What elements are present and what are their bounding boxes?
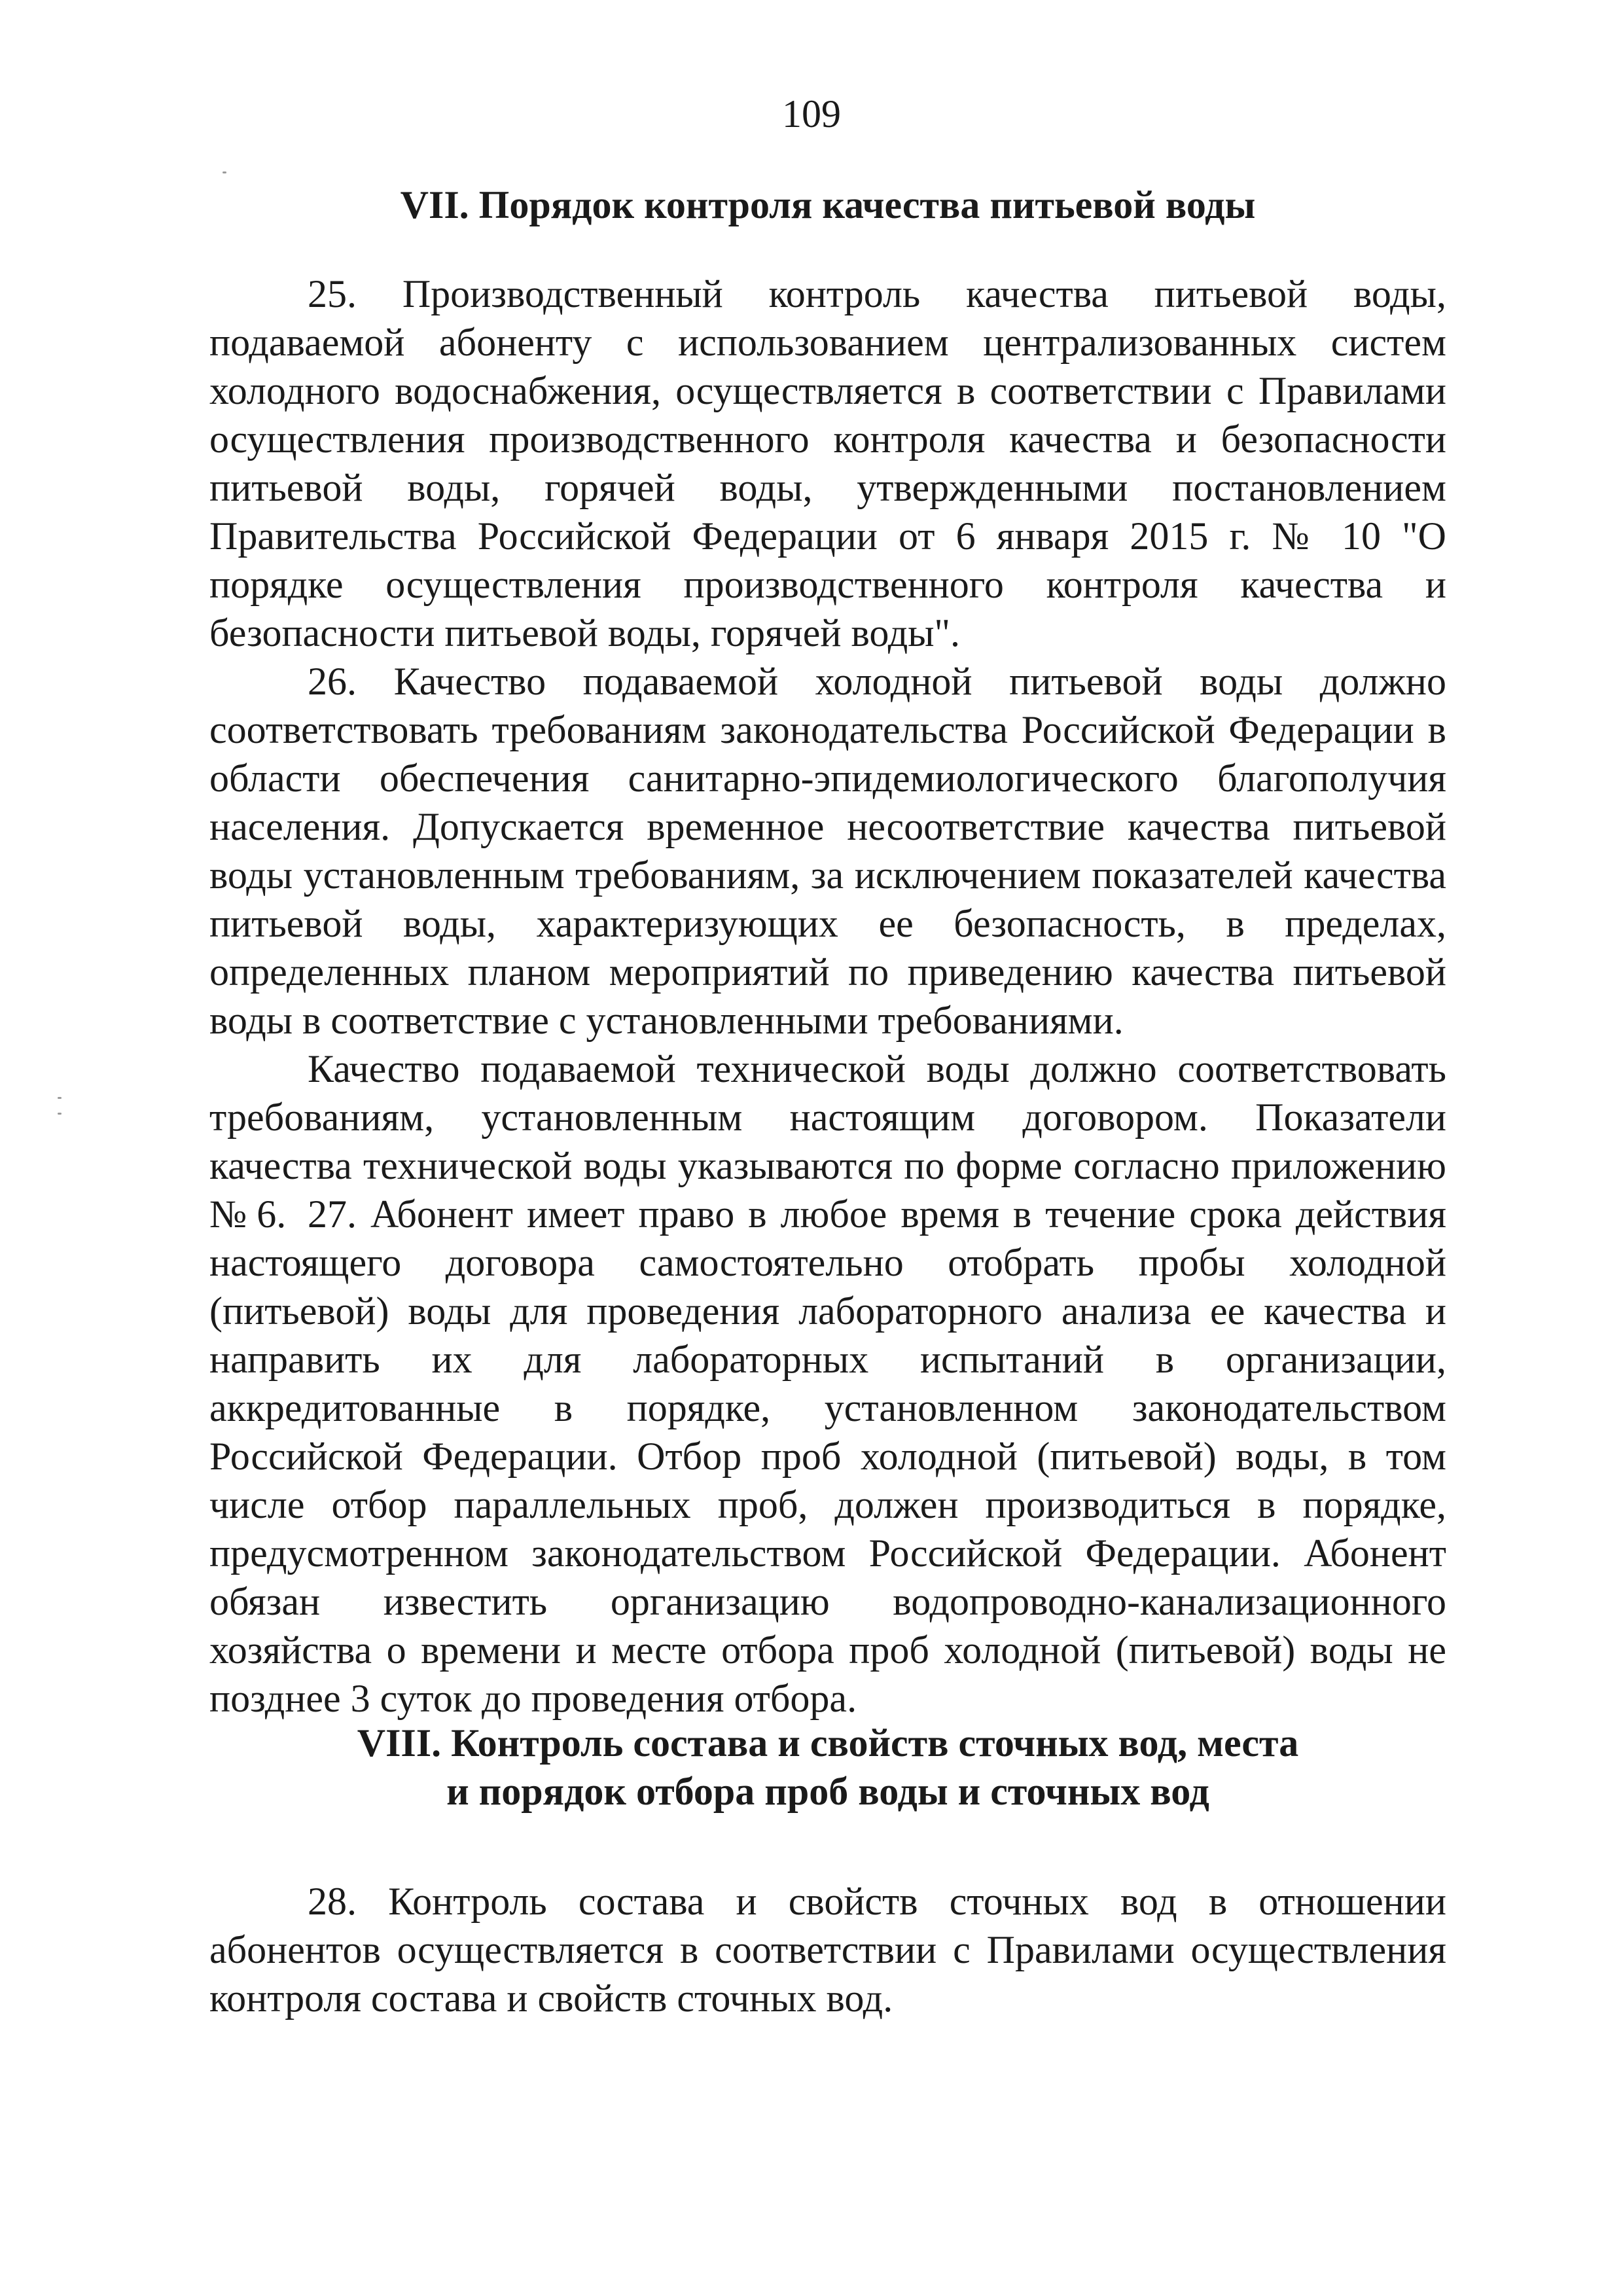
page-number: 109 [782, 92, 841, 135]
paragraph-27: 27. Абонент имеет право в любое время в течение срока действия настоящего договора самостоятельно отобрать пробы холодной (питьевой) воды для проведения лабораторного анализа ее качества и направить их для лабораторных испытаний в организации, аккредитованные в порядке, установленном законодательством Российской Федерации. Отбор проб холодной (питьевой) воды, в том числе отбор параллельных проб, должен производиться в порядке, предусмотренном законодательством Российской Федерации. Абонент обязан известить организацию водопроводно-канализационного хозяйства о времени и месте отбора проб холодной (питьевой) воды не позднее 3 суток до проведения отбора. [209, 1193, 1446, 1720]
paragraph-26: 26. Качество подаваемой холодной питьевой воды должно соответствовать требованиям законодательства Российской Федерации в области обеспечения санитарно-эпидемиологического благополучия населения. Допускается временное несоответствие качества питьевой воды установленным требованиям, за исключением показателей качества питьевой воды, характеризующих ее безопасность, в пределах, определенных планом мероприятий по приведению качества питьевой воды в соответствие с установленными требованиями. [209, 660, 1446, 1042]
section-viii-heading-line-1: VIII. Контроль состава и свойств сточных вод, места [357, 1721, 1299, 1765]
section-vii-heading: VII. Порядок контроля качества питьевой воды [400, 183, 1256, 226]
section-viii-heading-line-2: и порядок отбора проб воды и сточных вод [446, 1770, 1209, 1813]
section-viii-heading [209, 1719, 1446, 1816]
paragraph-25: 25. Производственный контроль качества питьевой воды, подаваемой абоненту с использованием централизованных систем холодного водоснабжения, осуществляется в соответствии с Правилами осуществления производственного контроля качества и безопасности питьевой воды, горячей воды, утвержденными постановлением Правительства Российской Федерации от 6 января 2015 г. № 10 "О порядке осуществления производственного контроля качества и безопасности питьевой воды, горячей воды". [209, 272, 1446, 655]
paragraph-28: 28. Контроль состава и свойств сточных вод в отношении абонентов осуществляется в соответствии с Правилами осуществления контроля состава и свойств сточных вод. [209, 1880, 1446, 2020]
scan-speck [58, 1113, 62, 1115]
paragraph-technical-water: Качество подаваемой технической воды должно соответствовать требованиям, установленным настоящим договором. Показатели качества технической воды указываются по форме согласно приложению № 6. [209, 1047, 1446, 1236]
scan-speck [58, 1097, 62, 1099]
scan-speck [223, 171, 226, 173]
